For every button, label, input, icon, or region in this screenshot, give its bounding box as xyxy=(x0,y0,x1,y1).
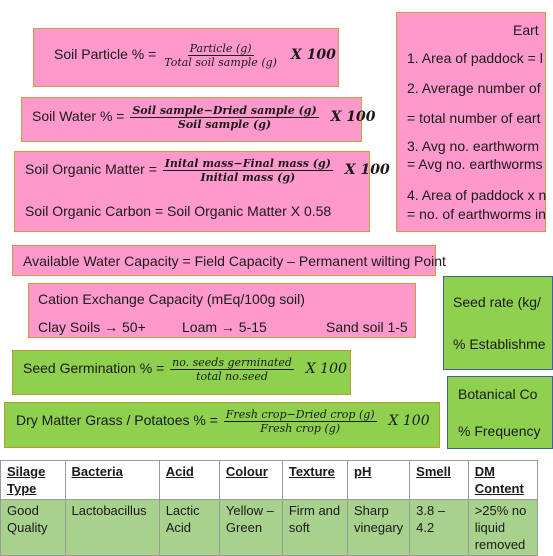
numerator: no. seeds germinated xyxy=(172,356,292,369)
earthworm-line: 1. Area of paddock = l xyxy=(407,50,543,66)
multiplier: X 100 xyxy=(290,47,336,64)
denominator: Initial mass (g) xyxy=(200,171,296,184)
formula-label: Dry Matter Grass / Potatoes % = xyxy=(16,412,218,429)
table-cell: >25% no liquid removed xyxy=(468,500,537,556)
formula-label: Soil Particle % = xyxy=(54,46,157,63)
frequency-line: % Frequency xyxy=(458,423,541,439)
soil-particle-formula-box xyxy=(33,28,339,87)
earthworm-line: = no. of earthworms in xyxy=(407,206,546,222)
soil-water-formula-box xyxy=(21,97,376,142)
earthworm-line: 2. Average number of xyxy=(407,80,541,96)
fraction xyxy=(170,356,294,383)
fraction xyxy=(162,42,279,69)
cec-box xyxy=(28,283,416,338)
fraction xyxy=(130,104,318,131)
earthworm-line: 3. Avg no. earthworm xyxy=(407,138,540,154)
column-header: Smell xyxy=(410,461,469,500)
earthworm-box xyxy=(396,12,546,232)
botanical-box xyxy=(447,376,553,449)
table-row xyxy=(1,500,538,556)
numerator: Fresh crop−Dried crop (g) xyxy=(225,408,375,421)
denominator: Soil sample (g) xyxy=(177,118,272,131)
column-header: DM Content xyxy=(468,461,537,500)
earthworm-line: 4. Area of paddock x n xyxy=(407,187,547,203)
cec-clay: Clay Soils → 50+ xyxy=(38,319,146,335)
seed-rate-line: Seed rate (kg/ xyxy=(453,294,541,310)
organic-matter-formula xyxy=(25,157,390,184)
column-header: Acid xyxy=(159,461,219,500)
establishment-line: % Establishme xyxy=(453,336,546,352)
table-cell: Good Quality xyxy=(1,500,66,556)
earthworm-line: = Avg no. earthworms xyxy=(407,156,543,172)
multiplier: X 100 xyxy=(388,413,430,430)
soil-water-formula xyxy=(32,104,376,131)
formula-label: Soil Water % = xyxy=(32,108,125,125)
column-header: Bacteria xyxy=(65,461,159,500)
formula-label: Soil Organic Matter = xyxy=(25,161,157,178)
earthworm-line: = total number of eart xyxy=(407,110,541,126)
table-cell: Yellow – Green xyxy=(219,500,282,556)
multiplier: X 100 xyxy=(344,162,390,179)
table-cell: Sharp vinegary xyxy=(348,500,410,556)
germination-formula-box xyxy=(12,350,351,395)
denominator: Fresh crop (g) xyxy=(260,422,341,435)
dry-matter-formula xyxy=(16,408,430,435)
fraction xyxy=(224,408,377,435)
earthworm-title: Eart xyxy=(513,22,539,38)
numerator: Particle (g) xyxy=(189,42,252,55)
table-header-row xyxy=(1,461,538,500)
botanical-line: Botanical Co xyxy=(458,386,538,402)
table-cell: 3.8 – 4.2 xyxy=(410,500,469,556)
numerator: Inital mass−Final mass (g) xyxy=(164,157,331,170)
formula-label: Seed Germination % = xyxy=(23,360,165,377)
soil-particle-formula xyxy=(54,42,336,69)
fraction xyxy=(163,157,333,184)
numerator: Soil sample−Dried sample (g) xyxy=(132,104,317,117)
silage-table xyxy=(0,460,538,556)
denominator: total no.seed xyxy=(196,370,268,383)
column-header: Texture xyxy=(282,461,347,500)
cec-sand: Sand soil 1-5 xyxy=(326,319,408,335)
seed-rate-box xyxy=(443,276,553,370)
organic-matter-box xyxy=(14,151,390,232)
cec-title: Cation Exchange Capacity (mEq/100g soil) xyxy=(38,291,305,307)
table-cell: Firm and soft xyxy=(282,500,347,556)
denominator: Total soil sample (g) xyxy=(164,56,277,69)
cec-loam: Loam → 5-15 xyxy=(182,319,267,335)
multiplier: X 100 xyxy=(330,109,376,126)
awc-formula: Available Water Capacity = Field Capacity – Permanent wilting Point xyxy=(23,253,446,269)
column-header: Colour xyxy=(219,461,282,500)
multiplier: X 100 xyxy=(305,361,347,378)
table-cell: Lactobacillus xyxy=(65,500,159,556)
organic-carbon-formula: Soil Organic Carbon = Soil Organic Matter X 0.58 xyxy=(25,203,332,219)
table-cell: Lactic Acid xyxy=(159,500,219,556)
germination-formula xyxy=(23,356,347,383)
column-header: Silage Type xyxy=(1,461,66,500)
dry-matter-formula-box xyxy=(4,402,440,448)
awc-formula-box xyxy=(12,245,446,276)
column-header: pH xyxy=(348,461,410,500)
